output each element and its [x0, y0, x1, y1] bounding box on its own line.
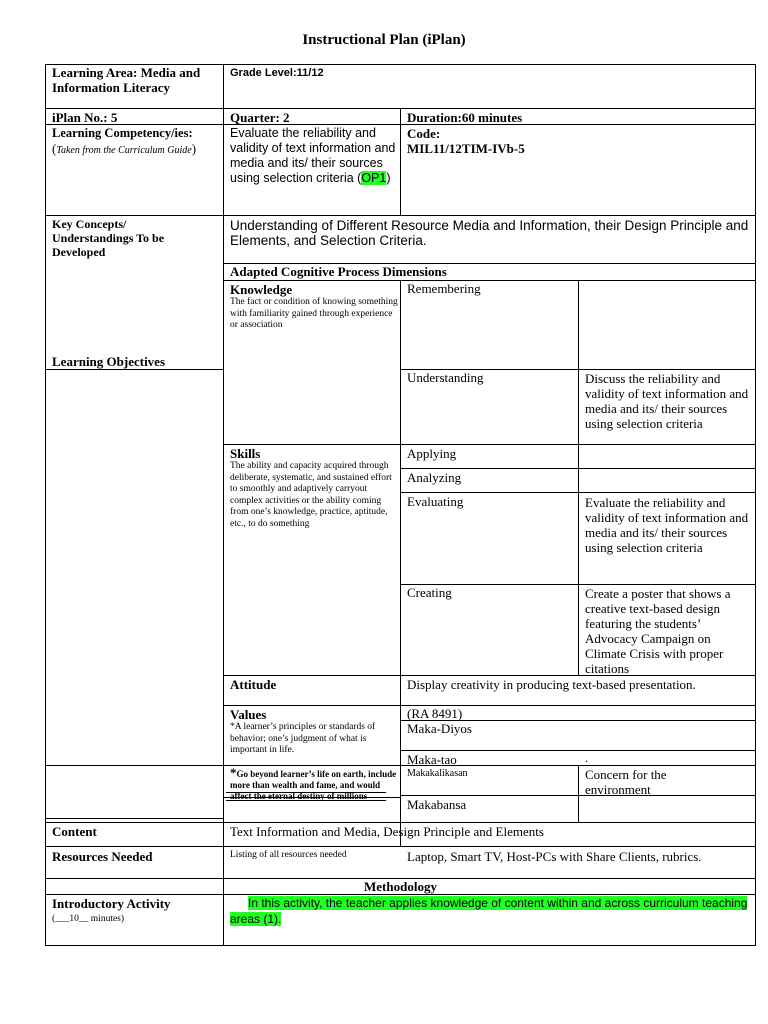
evaluating-label: Evaluating [407, 494, 464, 509]
attitude-label: Attitude [230, 677, 277, 692]
analyzing-label: Analyzing [407, 470, 462, 485]
learning-area-label: Learning Area: Media and Information Literacy [52, 65, 201, 95]
beyond-life-note: *Go beyond learner’s life on earth, include more than wealth and fame, and would affect the eternal destiny of millions [230, 765, 397, 801]
skills-desc: The ability and capacity acquired through deliberate, systematic, and sustained effort to smoothly and adaptively carryout complex activities or the ability coming from one’s knowledge, practice, aptitude, etc., to do something [230, 461, 392, 529]
maka-tao-label: Maka-tao [407, 752, 457, 767]
cognitive-dimensions-header: Adapted Cognitive Process Dimensions [230, 264, 447, 279]
maka-diyos-label: Maka-Diyos [407, 721, 472, 736]
key-concepts-text: Understanding of Different Resource Media and Information, their Design Principle and Elements, and Selection Criteria. [230, 218, 749, 248]
competency-label: Learning Competency/ies: [52, 126, 193, 140]
resources-label: Resources Needed [52, 849, 153, 864]
knowledge-desc: The fact or condition of knowing something with familiarity gained through experience or association [230, 297, 398, 330]
understanding-objective: Discuss the reliability and validity of text information and media and its/ their sources using selection criteria [585, 371, 749, 431]
skills-label: Skills [230, 446, 261, 461]
makakalikasan-value: Concern for the environment [585, 767, 667, 797]
learning-objectives-label: Learning Objectives [52, 354, 166, 369]
competency-text: Evaluate the reliability and validity of text information and media and its/ their sources using selection criteria (OP1) [230, 126, 396, 185]
knowledge-label: Knowledge [230, 282, 293, 297]
resources-text: Laptop, Smart TV, Host-PCs with Share Clients, rubrics. [407, 849, 702, 864]
methodology-header: Methodology [364, 879, 437, 894]
applying-label: Applying [407, 446, 457, 461]
code-label: Code: [407, 126, 441, 141]
attitude-objective: Display creativity in producing text-based presentation. [407, 677, 696, 692]
makakalikasan-label: Makakalikasan [407, 768, 468, 779]
values-label: Values [230, 707, 267, 722]
content-text: Text Information and Media, Design Principle and Elements [230, 824, 544, 839]
quarter: Quarter: 2 [230, 110, 290, 125]
makabansa-label: Makabansa [407, 797, 467, 812]
ra-8491: (RA 8491) [407, 706, 463, 721]
values-desc: *A learner’s principles or standards of behavior; one’s judgment of what is important in life. [230, 722, 376, 755]
intro-activity-label: Introductory Activity [52, 896, 171, 911]
maka-tao-value: . [585, 750, 589, 765]
competency-source-note: (Taken from the Curriculum Guide) [52, 141, 197, 156]
intro-activity-text: In this activity, the teacher applies knowledge of content within and across curriculum teaching areas (1). [230, 896, 748, 926]
creating-label: Creating [407, 585, 452, 600]
understanding-label: Understanding [407, 370, 484, 385]
page-title: Instructional Plan (iPlan) [302, 32, 466, 48]
remembering-label: Remembering [407, 281, 481, 296]
evaluating-objective: Evaluate the reliability and validity of text information and media and its/ their sources using selection criteria [585, 495, 749, 555]
creating-objective: Create a poster that shows a creative text-based design featuring the students’ Advocacy Campaign on Climate Crisis with proper citations [585, 586, 731, 676]
resources-note: Listing of all resources needed [230, 850, 347, 860]
grade-level: Grade Level:11/12 [230, 67, 324, 79]
content-label: Content [52, 824, 97, 839]
key-concepts-label: Key Concepts/ Understandings To be Developed [52, 217, 165, 259]
iplan-number: iPlan No.: 5 [52, 110, 118, 125]
intro-minutes: (___10__ minutes) [52, 914, 125, 924]
competency-code: MIL11/12TIM-IVb-5 [407, 141, 525, 156]
op1-highlight: OP1 [361, 171, 387, 185]
duration: Duration:60 minutes [407, 110, 523, 125]
